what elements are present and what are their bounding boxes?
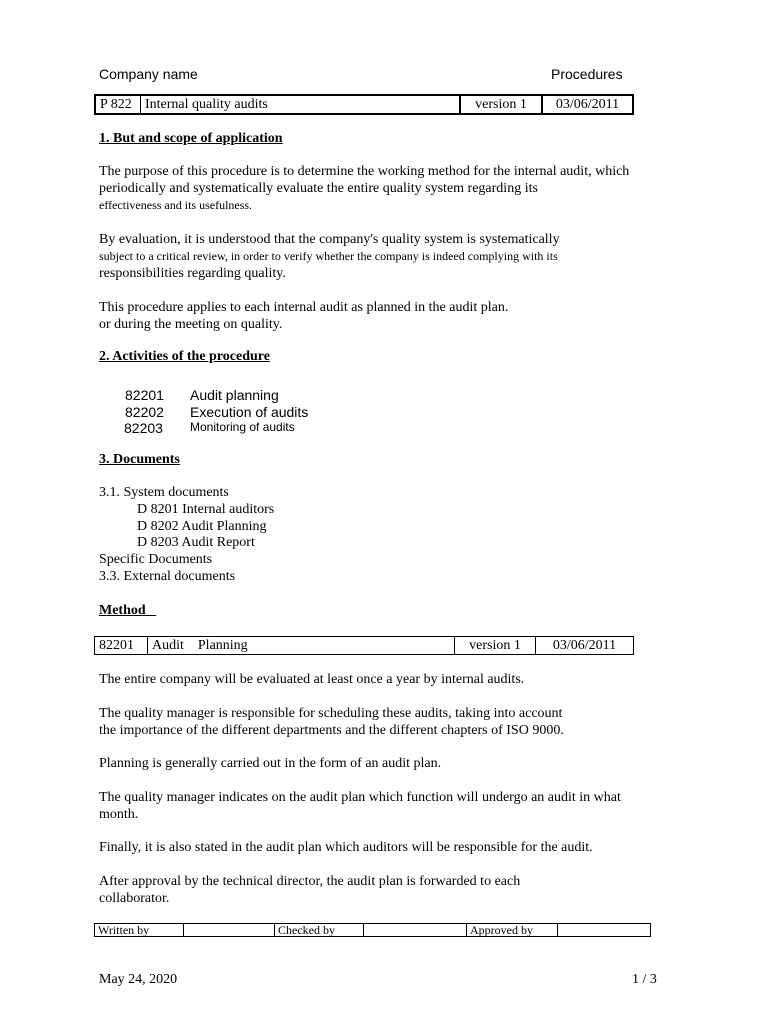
procedure-version: version 1 <box>460 95 542 114</box>
text-line: responsibilities regarding quality. <box>99 266 286 281</box>
method-title: Audit Planning <box>148 637 455 655</box>
signature-table <box>94 923 651 937</box>
text-line: effectiveness and its usefulness. <box>99 198 253 212</box>
procedure-header-table <box>94 94 634 115</box>
text-line: or during the meeting on quality. <box>99 317 283 332</box>
activity-code: 82201 <box>125 387 164 403</box>
external-documents-label: 3.3. External documents <box>99 568 236 584</box>
text-line: By evaluation, it is understood that the company's quality system is systematically <box>99 232 560 247</box>
document-item: D 8201 Internal auditors <box>137 501 275 517</box>
text-line: month. <box>99 807 139 822</box>
procedure-code: P 822 <box>95 95 141 114</box>
written-by-field <box>184 924 275 937</box>
method-version: version 1 <box>455 637 536 655</box>
document-category: Procedures <box>551 66 623 82</box>
text-line: The purpose of this procedure is to determine the working method for the internal audit, which <box>99 164 630 179</box>
activity-label: Monitoring of audits <box>190 420 295 434</box>
written-by-label: Written by <box>95 924 184 937</box>
document-item: D 8202 Audit Planning <box>137 518 267 534</box>
text-line: periodically and systematically evaluate the entire quality system regarding its <box>99 181 538 196</box>
section-1-paragraph-1 <box>99 163 629 214</box>
text-line: The quality manager is responsible for scheduling these audits, taking into account <box>99 706 563 721</box>
body-paragraph-2 <box>99 705 564 739</box>
body-paragraph-3: Planning is generally carried out in the form of an audit plan. <box>99 756 442 771</box>
section-2-heading: 2. Activities of the procedure <box>99 349 270 364</box>
body-paragraph-5: Finally, it is also stated in the audit plan which auditors will be responsible for the audit. <box>99 840 593 855</box>
company-name: Company name <box>99 66 198 82</box>
section-1-paragraph-3 <box>99 299 508 333</box>
documents-list <box>99 485 274 586</box>
body-paragraph-4 <box>99 789 621 823</box>
specific-documents-label: Specific Documents <box>99 552 213 568</box>
activity-code: 82202 <box>125 404 164 420</box>
section-1-heading: 1. But and scope of application <box>99 131 283 146</box>
method-date: 03/06/2011 <box>536 637 634 655</box>
text-line: The quality manager indicates on the audit plan which function will undergo an audit in what <box>99 790 621 805</box>
document-item: D 8203 Audit Report <box>137 535 255 551</box>
activity-code: 82203 <box>124 420 163 436</box>
method-heading-text: Method <box>99 603 146 618</box>
body-paragraph-6 <box>99 873 520 907</box>
page-number: 1 / 3 <box>632 972 657 987</box>
activity-label: Execution of audits <box>190 404 309 420</box>
checked-by-field <box>364 924 467 937</box>
checked-by-label: Checked by <box>275 924 364 937</box>
footer-date: May 24, 2020 <box>99 972 178 987</box>
text-line: This procedure applies to each internal audit as planned in the audit plan. <box>99 300 509 315</box>
procedure-date: 03/06/2011 <box>542 95 633 114</box>
system-documents-label: 3.1. System documents <box>99 485 229 500</box>
section-3-heading: 3. Documents <box>99 452 180 467</box>
method-heading <box>99 603 156 619</box>
procedure-title: Internal quality audits <box>141 95 461 114</box>
approved-by-label: Approved by <box>467 924 558 937</box>
text-line: the importance of the different departments and the different chapters of ISO 9000. <box>99 723 564 738</box>
activity-label: Audit planning <box>190 387 279 403</box>
approved-by-field <box>558 924 651 937</box>
body-paragraph-1: The entire company will be evaluated at least once a year by internal audits. <box>99 672 525 687</box>
text-line: collaborator. <box>99 891 170 906</box>
method-code: 82201 <box>95 637 148 655</box>
section-1-paragraph-2 <box>99 231 560 282</box>
method-header-table <box>94 636 634 655</box>
text-line: After approval by the technical director, the audit plan is forwarded to each <box>99 874 521 889</box>
text-line: subject to a critical review, in order to verify whether the company is indeed complying with its <box>99 249 558 263</box>
